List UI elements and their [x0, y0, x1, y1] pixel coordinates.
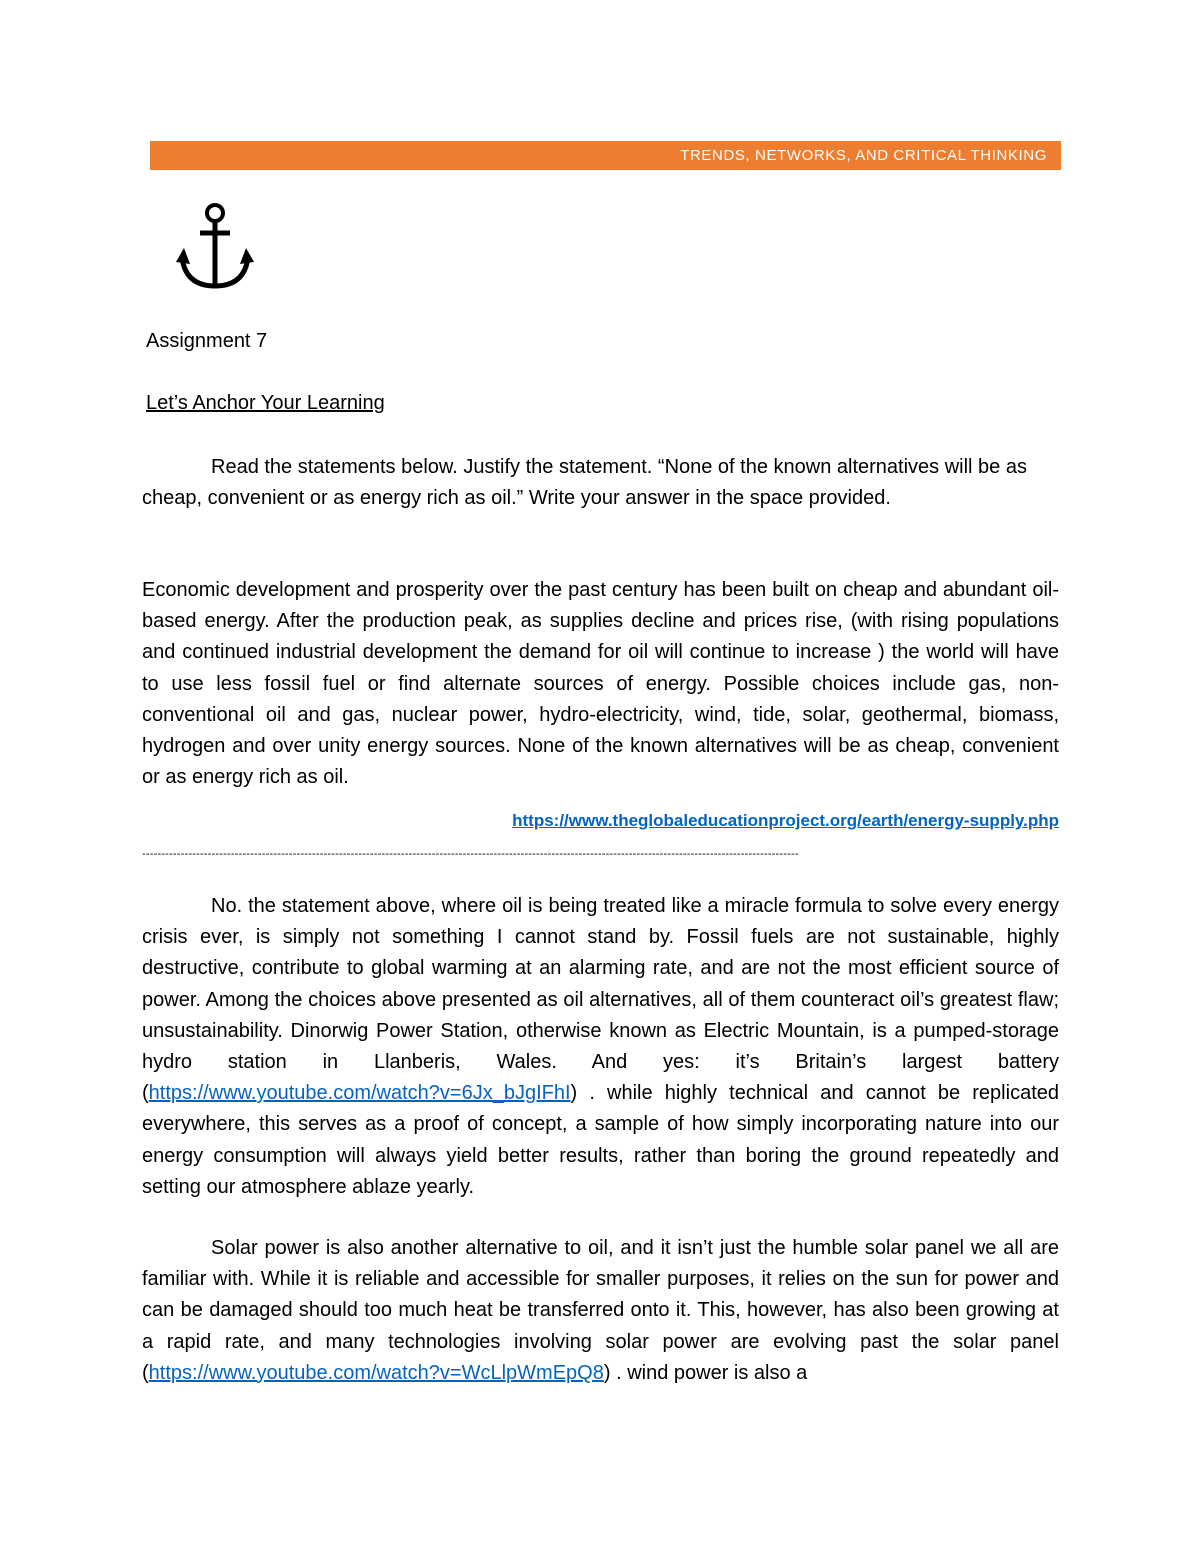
header-banner-text: TRENDS, NETWORKS, AND CRITICAL THINKING	[680, 147, 1047, 164]
answer-1-text-start: No. the statement above, where oil is being treated like a miracle formula to solve every energy crisis ever, is simply not something I cannot stand by. Fossil fuels are not sustainable, highly destructive, contribute to global warming at an alarming rate, and are not the most efficient source of power. Among the choices above presented as oil alternatives, all of them counteract oil’s greatest flaw; unsustainability. Dinorwig Power Station, otherwise known as Electric Mountain, is a pumped-storage hydro station in Llanberis, Wales. And yes: it’s Britain’s largest battery (	[142, 895, 1059, 1105]
answer-paragraph-2	[142, 1233, 1059, 1389]
answer-2-text-end: ) . wind power is also a	[603, 1361, 808, 1384]
source-link[interactable]: https://www.theglobaleducationproject.org/earth/energy-supply.php	[512, 811, 1059, 830]
quoted-statement: Economic development and prosperity over the past century has been built on cheap and abundant oil-based energy. After the production peak, as supplies decline and prices rise, (with rising populations and continued industrial development the demand for oil will continue to increase ) the world will have to use less fossil fuel or find alternate sources of energy. Possible choices include gas, non-conventional oil and gas, nuclear power, hydro-electricity, wind, tide, solar, geothermal, biomass, hydrogen and over unity energy sources. None of the known alternatives will be as cheap, convenient or as energy rich as oil.	[142, 579, 1059, 789]
answer-paragraph-1	[142, 891, 1059, 1203]
dinorwig-video-link[interactable]: https://www.youtube.com/watch?v=6Jx_bJgIFhI	[148, 1082, 571, 1105]
anchor-icon	[172, 200, 258, 294]
answer-1-text-end: ) . while highly technical and cannot be replicated everywhere, this serves as a proof of concept, a sample of how simply incorporating nature into our energy consumption will always yield better results, rather than boring the ground repeatedly and setting our atmosphere ablaze yearly.	[142, 1082, 1059, 1198]
separator-line: --------------------------------------------------------------------------------------------------------------------------------------------------------------------------	[142, 848, 799, 860]
solar-video-link[interactable]: https://www.youtube.com/watch?v=WcLlpWmEpQ8	[148, 1361, 604, 1384]
answer-2-text-start: Solar power is also another alternative to oil, and it isn’t just the humble solar panel we all are familiar with. While it is reliable and accessible for smaller purposes, it relies on the sun for power and can be damaged should too much heat be transferred onto it. This, however, has also been growing at a rapid rate, and many technologies involving solar power are evolving past the solar panel (	[142, 1237, 1059, 1384]
assignment-title: Assignment 7	[146, 330, 268, 352]
instruction-paragraph: Read the statements below. Justify the statement. “None of the known alternatives will be as cheap, convenient or as energy rich as oil.” Write your answer in the space provided.	[142, 456, 1027, 510]
assignment-subtitle: Let’s Anchor Your Learning	[146, 392, 385, 414]
header-banner	[150, 141, 1061, 170]
